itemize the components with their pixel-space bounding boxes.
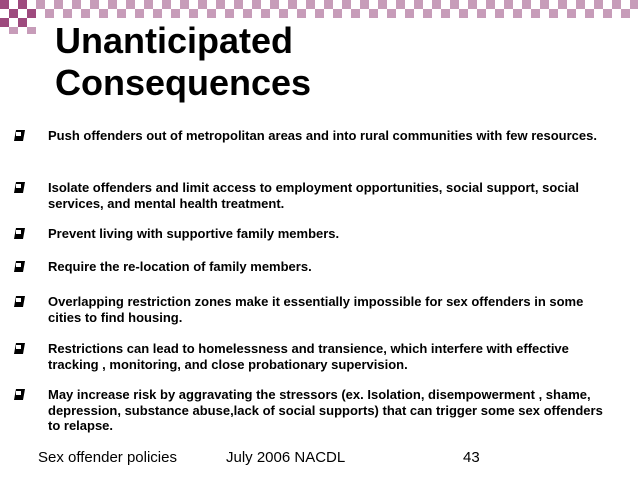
square-bullet-icon (13, 227, 26, 240)
footer-page-number: 43 (463, 449, 480, 466)
square-bullet-icon (13, 342, 26, 355)
footer-date: July 2006 NACDL (226, 449, 346, 466)
square-bullet-icon (13, 388, 26, 401)
bullet-text: Isolate offenders and limit access to employment opportunities, social support, social services, and mental health treatment. (48, 180, 579, 211)
square-bullet-icon (13, 181, 26, 194)
slide-title-line-2: Consequences (55, 62, 312, 103)
square-bullet-icon (13, 295, 26, 308)
bullet-item (48, 341, 618, 372)
footer-presentation-title: Sex offender policies (38, 449, 177, 466)
bullet-item (48, 387, 618, 434)
slide-title-line-1: Unanticipated (55, 20, 294, 61)
bullet-text: Overlapping restriction zones make it essentially impossible for sex offenders in some cities to find housing. (48, 294, 584, 325)
bullet-item (48, 294, 618, 325)
slide-title (55, 20, 311, 104)
bullet-item (48, 259, 618, 275)
bullet-text: Require the re-location of family members. (48, 259, 312, 274)
square-bullet-icon (13, 260, 26, 273)
bullet-item (48, 128, 618, 144)
square-bullet-icon (13, 129, 26, 142)
bullet-item (48, 226, 618, 242)
bullet-text: Push offenders out of metropolitan areas and into rural communities with few resources. (48, 128, 597, 143)
bullet-text: Prevent living with supportive family members. (48, 226, 340, 241)
bullet-item (48, 180, 618, 211)
bullet-text: Restrictions can lead to homelessness and transience, which interfere with effective tracking , monitoring, and close probationary supervision. (48, 341, 569, 372)
bullet-text: May increase risk by aggravating the stressors (ex. Isolation, disempowerment , shame, depression, substance abuse,lack of social supports) that can trigger some sex offenders to relapse. (48, 387, 603, 433)
